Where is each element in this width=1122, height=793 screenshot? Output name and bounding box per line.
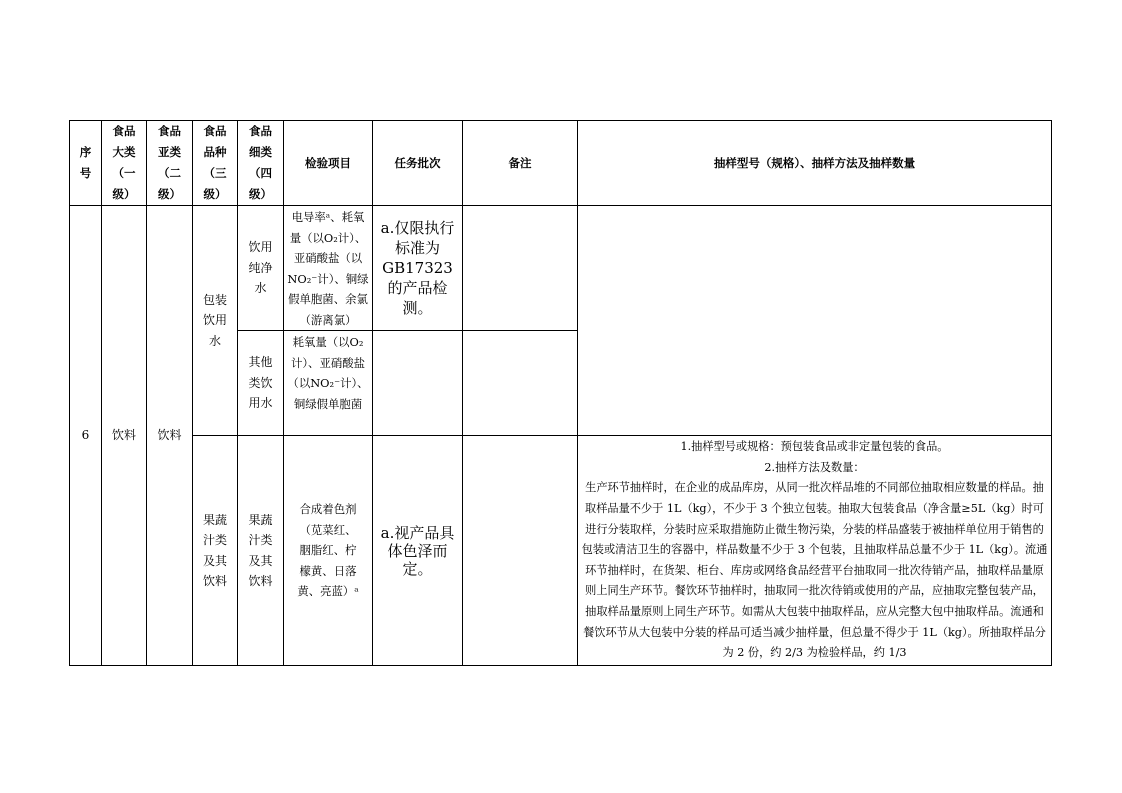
header-method: 抽样型号（规格）、抽样方法及抽样数量 bbox=[578, 121, 1052, 206]
cell-pure-items: 电导率ᵃ、耗氧量（以O₂计）、亚硝酸盐（以NO₂⁻计）、铜绿假单胞菌、余氯（游离氯） bbox=[284, 206, 373, 331]
cell-pure-note: a.仅限执行标准为GB17323的产品检测。 bbox=[373, 206, 463, 331]
header-cat2: 食品亚类（二级） bbox=[147, 121, 193, 206]
cell-pure-cat4: 饮用纯净水 bbox=[238, 206, 284, 331]
method-line-2: 2.抽样方法及数量： bbox=[764, 460, 865, 474]
cell-seq: 6 bbox=[70, 206, 102, 666]
header-items: 检验项目 bbox=[284, 121, 373, 206]
table-row bbox=[70, 206, 1052, 331]
cell-other-note bbox=[373, 331, 463, 436]
cell-juice-cat4: 果蔬汁类及其饮料 bbox=[238, 436, 284, 666]
cell-other-remark bbox=[463, 331, 578, 436]
header-note: 备注 bbox=[463, 121, 578, 206]
header-cat3: 食品品种（三级） bbox=[193, 121, 238, 206]
header-cat4: 食品细类（四级） bbox=[238, 121, 284, 206]
cell-juice-method bbox=[578, 436, 1052, 666]
cell-juice-note: a.视产品具体色泽而定。 bbox=[373, 436, 463, 666]
cell-juice-items: 合成着色剂（苋菜红、胭脂红、柠檬黄、日落黄、亮蓝）ᵃ bbox=[284, 436, 373, 666]
cell-juice-cat3: 果蔬汁类及其饮料 bbox=[193, 436, 238, 666]
cell-other-items: 耗氧量（以O₂计）、亚硝酸盐（以NO₂⁻计）、铜绿假单胞菌 bbox=[284, 331, 373, 436]
header-batch: 任务批次 bbox=[373, 121, 463, 206]
header-cat1: 食品大类（一级） bbox=[102, 121, 147, 206]
cell-cat1: 饮料 bbox=[102, 206, 147, 666]
header-seq: 序号 bbox=[70, 121, 102, 206]
cell-cat2: 饮料 bbox=[147, 206, 193, 666]
cell-other-cat4: 其他类饮用水 bbox=[238, 331, 284, 436]
method-line-1: 1.抽样型号或规格：预包装食品或非定量包装的食品。 bbox=[680, 440, 949, 454]
cell-water-cat3: 包装饮用水 bbox=[193, 206, 238, 436]
cell-pure-remark bbox=[463, 206, 578, 331]
sampling-table bbox=[69, 120, 1052, 666]
header-row bbox=[70, 121, 1052, 206]
cell-juice-remark bbox=[463, 436, 578, 666]
table-row bbox=[70, 436, 1052, 666]
cell-water-method bbox=[578, 206, 1052, 436]
method-line-3: 生产环节抽样时，在企业的成品库房，从同一批次样品堆的不同部位抽取相应数量的样品。抽取样品量不少于 1L（kg），不少于 3 个独立包装。抽取大包装食品（净含量≥5L（kg）时可进行分装取样，分装时应采取措施防止微生物污染，分装的样品盛装于被抽样单位用于销售的包装或清洁卫生的容器中，样品数量不少于 3 个包装，且抽取样品总量不少于 1L（kg）。流通环节抽样时，在货架、柜台、库房或网络食品经营平台抽取同一批次待销产品，抽取样品量原则上同生产环节。餐饮环节抽样时，抽取同一批次待销或使用的产品，应抽取完整包装产品，抽取样品量原则上同生产环节。如需从大包装中抽取样品，应从完整大包中抽取样品。流通和餐饮环节从大包装中分装的样品可适当减少抽样量，但总量不得少于 1L（kg）。所抽取样品分为 2 份，约 2/3 为检验样品，约 1/3 bbox=[581, 481, 1048, 660]
